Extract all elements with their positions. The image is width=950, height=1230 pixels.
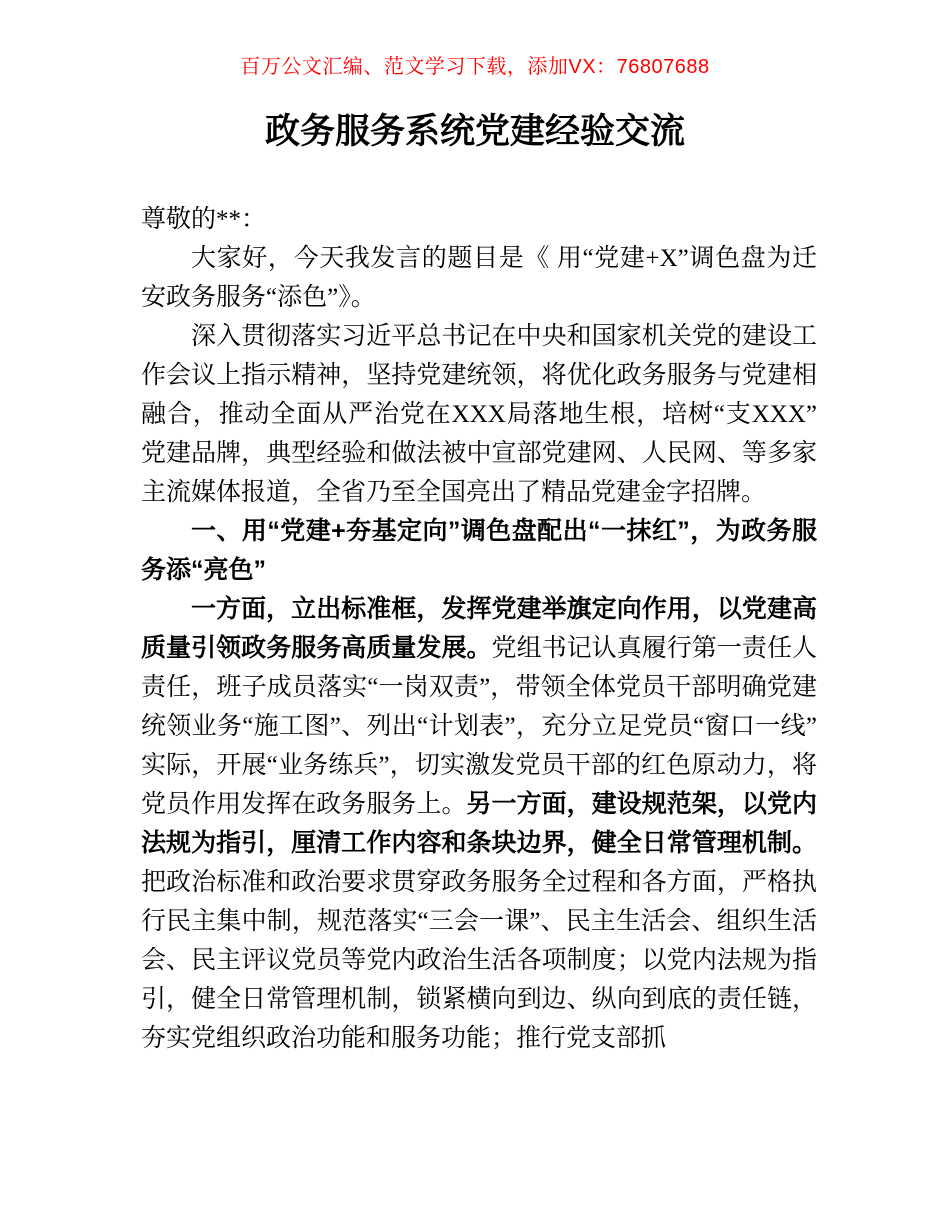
- overview-paragraph: 深入贯彻落实习近平总书记在中央和国家机关党的建设工作会议上指示精神，坚持党建统领，将优化政务服务与党建相融合，推动全面从严治党在XXX局落地生根，培树“支XXX”党建品牌，典型经验和做法被中宣部党建网、人民网、等多家主流媒体报道，全省乃至全国亮出了精品党建金字招牌。: [141, 323, 817, 506]
- section-1-paragraph: [141, 590, 817, 1058]
- section-1-bold-lead-segment: 一方面，立出标准框，发挥党建举旗定向作用，以党建高质量引领政务服务高质量发展。: [141, 595, 817, 662]
- section-1-bold-lead-segment-2: 另一方面，建设规范架，以党内法规为指引，厘清工作内容和条块边界，健全日常管理机制。: [141, 790, 817, 857]
- header-promo-banner: 百万公文汇编、范文学习下载，添加VX：76807688: [240, 56, 710, 78]
- salutation-line: 尊敬的**：: [141, 206, 267, 233]
- document-body: [141, 200, 817, 1058]
- section-1-heading: 一、用“党建+夯基定向”调色盘配出“一抹红”，为政务服务添“亮色”: [141, 517, 817, 584]
- opening-paragraph: 大家好，今天我发言的题目是《 用“党建+X”调色盘为迁安政务服务“添色”》。: [141, 245, 817, 311]
- section-1-body-segment: 党组书记认真履行第一责任人责任，班子成员落实“一岗双责”，带领全体党员干部明确党建统领业务“施工图”、列出“计划表”，充分立足党员“窗口一线”实际，开展“业务练兵”，切实激发党员干部的红色原动力，将党员作用发挥在政务服务上。: [141, 635, 817, 818]
- document-title: 政务服务系统党建经验交流: [264, 112, 685, 151]
- section-1-body-segment-2: 把政治标准和政治要求贯穿政务服务全过程和各方面，严格执行民主集中制，规范落实“三会一课”、民主生活会、组织生活会、民主评议党员等党内政治生活各项制度；以党内法规为指引，健全日常管理机制，锁紧横向到边、纵向到底的责任链，夯实党组织政治功能和服务功能；推行党支部抓: [141, 869, 817, 1052]
